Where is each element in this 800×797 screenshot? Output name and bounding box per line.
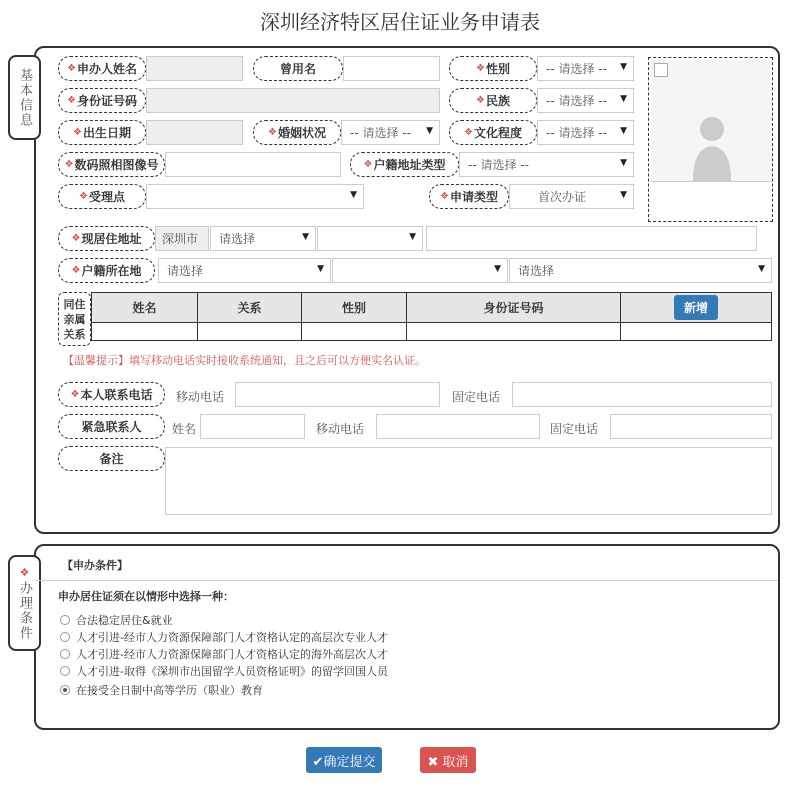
emergency-fixed-field[interactable] [610, 414, 772, 439]
emergency-contact-label: 紧急联系人 [58, 414, 165, 439]
chevron-down-icon: ▼ [409, 232, 416, 242]
table-row [92, 323, 772, 341]
ethnicity-label: ❖ 民族 [449, 88, 537, 113]
hukou-city-select[interactable] [332, 258, 508, 283]
apply-type-label: ❖ 申请类型 [429, 184, 509, 209]
current-detail-field[interactable] [426, 226, 757, 251]
family-header-id: 身份证号码 [407, 293, 621, 323]
accept-point-label: ❖ 受理点 [58, 184, 146, 209]
conditions-question: 申办居住证须在以情形中选择一种： [58, 590, 234, 603]
condition-option[interactable]: 人才引进-经市人力资源保障部门人才资格认定的高层次专业人才 [60, 629, 388, 645]
hukou-province-select[interactable]: 请选择 ▼ [158, 258, 331, 283]
avatar-placeholder-icon [651, 60, 772, 182]
used-name-label: 曾用名 [253, 56, 343, 81]
emergency-mobile-label: 移动电话 [316, 422, 365, 436]
current-address-label: ❖ 现居住地址 [58, 226, 155, 251]
divider [36, 580, 778, 581]
chevron-down-icon: ▼ [350, 190, 357, 200]
radio-button-selected[interactable] [60, 685, 70, 695]
mobile-field[interactable] [235, 382, 440, 407]
family-header-name: 姓名 [92, 293, 198, 323]
hukou-type-label: ❖ 户籍地址类型 [350, 152, 459, 177]
education-select[interactable]: -- 请选择 -- ▼ [537, 120, 634, 145]
hukou-type-select[interactable]: -- 请选择 -- ▼ [459, 152, 634, 177]
conditions-label: ❖ 办理条件 [8, 555, 41, 651]
marital-select[interactable]: -- 请选择 -- ▼ [341, 120, 440, 145]
basic-info-label: 基本信息 [8, 55, 41, 140]
family-table [91, 292, 772, 341]
emergency-fixed-label: 固定电话 [550, 422, 599, 436]
radio-button[interactable] [60, 666, 70, 676]
family-header-action [621, 293, 772, 323]
apply-type-select[interactable]: 首次办证 ▼ [509, 184, 634, 209]
warm-tip: 【温馨提示】填写移动电话实时接收系统通知，且之后可以方便实名认证。 [63, 354, 426, 367]
gender-label: ❖ 性别 [449, 56, 537, 81]
submit-button[interactable]: ✔确定提交 [306, 747, 382, 773]
family-header-gender: 性别 [302, 293, 407, 323]
applicant-name-label: ❖ 申办人姓名 [58, 56, 146, 81]
cancel-button[interactable]: ✖ 取消 [420, 747, 476, 773]
current-city-field: 深圳市 [155, 226, 209, 251]
chevron-down-icon: ▼ [620, 126, 627, 136]
birth-date-field[interactable] [146, 120, 243, 145]
fixed-phone-field[interactable] [512, 382, 772, 407]
marital-label: ❖ 婚姻状况 [253, 120, 341, 145]
chevron-down-icon: ▼ [620, 62, 627, 72]
remark-textarea[interactable] [165, 447, 772, 515]
remark-label: 备注 [58, 446, 165, 471]
used-name-field[interactable] [343, 56, 440, 81]
photo-number-field[interactable] [165, 152, 341, 177]
mobile-label: 移动电话 [176, 390, 225, 404]
birth-date-label: ❖ 出生日期 [58, 120, 146, 145]
condition-option[interactable]: 人才引进-取得《深圳市出国留学人员资格证明》的留学回国人员 [60, 663, 388, 679]
condition-option[interactable]: 在接受全日制中高等学历（职业）教育 [60, 682, 263, 698]
family-header-relation: 关系 [198, 293, 302, 323]
radio-button[interactable] [60, 632, 70, 642]
hukou-location-label: ❖ 户籍所在地 [58, 258, 155, 283]
chevron-down-icon: ▼ [620, 190, 627, 200]
radio-button[interactable] [60, 649, 70, 659]
ethnicity-select[interactable]: -- 请选择 -- ▼ [537, 88, 634, 113]
accept-point-select[interactable] [146, 184, 364, 209]
current-district-select[interactable]: 请选择 ▼ [210, 226, 316, 251]
emergency-mobile-field[interactable] [376, 414, 540, 439]
emergency-name-label: 姓名 [172, 422, 197, 436]
chevron-down-icon: ▼ [302, 232, 309, 242]
current-street-select[interactable] [317, 226, 423, 251]
phone-label: ❖ 本人联系电话 [58, 382, 165, 407]
add-family-button[interactable]: 新增 [674, 295, 718, 320]
id-number-field[interactable] [146, 88, 440, 113]
chevron-down-icon: ▼ [758, 264, 765, 274]
radio-button[interactable] [60, 615, 70, 625]
emergency-name-field[interactable] [200, 414, 305, 439]
photo-box[interactable] [648, 57, 773, 222]
id-number-label: ❖ 身份证号码 [58, 88, 146, 113]
condition-option[interactable]: 人才引进-经市人力资源保障部门人才资格认定的海外高层次人才 [60, 646, 388, 662]
chevron-down-icon: ▼ [426, 126, 433, 136]
chevron-down-icon: ▼ [620, 158, 627, 168]
education-label: ❖ 文化程度 [449, 120, 537, 145]
fixed-phone-label: 固定电话 [452, 390, 501, 404]
chevron-down-icon: ▼ [494, 264, 501, 274]
conditions-title: 【申办条件】 [62, 559, 128, 572]
hukou-county-select[interactable]: 请选择 ▼ [509, 258, 772, 283]
photo-placeholder [651, 60, 772, 182]
condition-option[interactable]: 合法稳定居住&就业 [60, 612, 173, 628]
chevron-down-icon: ▼ [317, 264, 324, 274]
page-title: 深圳经济特区居住证业务申请表 [260, 10, 540, 34]
family-relation-label: 同住亲属关系 [58, 292, 91, 346]
gender-select[interactable]: -- 请选择 -- ▼ [537, 56, 634, 81]
photo-number-label: ❖ 数码照相图像号 [58, 152, 165, 177]
chevron-down-icon: ▼ [620, 94, 627, 104]
applicant-name-field[interactable] [146, 56, 243, 81]
